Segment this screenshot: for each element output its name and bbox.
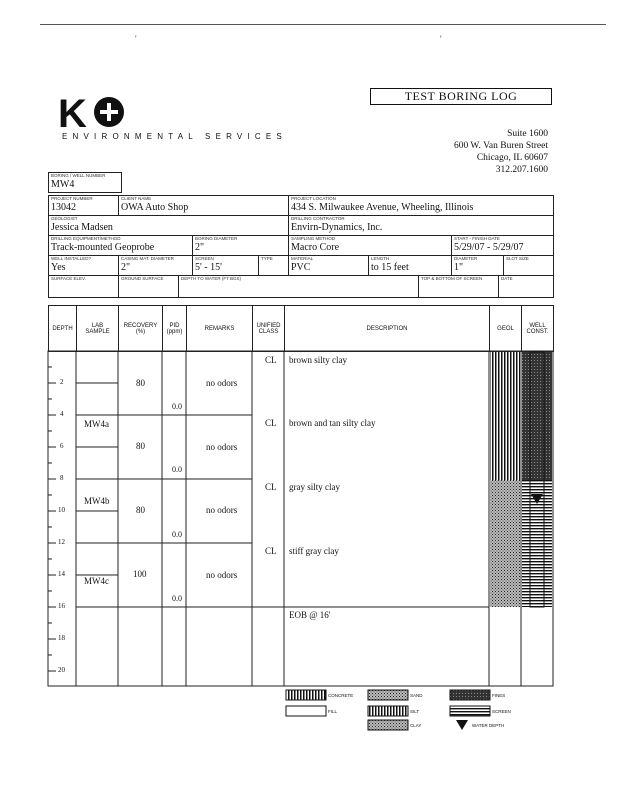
legend-label: FINES	[492, 693, 506, 698]
geol-clay-upper	[490, 352, 520, 480]
well-seal	[522, 352, 552, 432]
pid-value: 0.0	[172, 530, 182, 539]
slot-size-field: SLOT SIZE	[504, 256, 554, 276]
lab-sample-value: MW4b	[84, 496, 110, 506]
casing-diameter-field: CASING MAT. DIAMETER 2"	[119, 256, 193, 276]
depth-tick-label: 10	[58, 506, 65, 514]
legend	[286, 690, 490, 730]
legend-label: SCREEN	[492, 709, 511, 714]
sampling-method-field: SAMPLING METHOD Macro Core	[289, 236, 452, 256]
unified-class-value: CL	[265, 546, 277, 556]
address-line: Chicago, IL 60607	[476, 153, 548, 163]
surface-elev-field: SURFACE ELEV.	[49, 276, 119, 298]
depth-tick-label: 14	[58, 570, 65, 578]
description-value: brown silty clay	[289, 355, 347, 365]
col-depth-header: DEPTH	[49, 306, 77, 352]
depth-tick-label: 4	[60, 410, 64, 418]
depth-tick-label: 12	[58, 538, 65, 546]
pid-value: 0.0	[172, 465, 182, 474]
depth-tick-label: 20	[58, 666, 65, 674]
depth-tick-label: 8	[60, 474, 64, 482]
drilling-contractor-field: DRILLING CONTRACTOR Envirn-Dynamics, Inc.	[289, 216, 554, 236]
col-unified-class-header: UNIFIED CLASS	[253, 306, 285, 352]
description-value: gray silty clay	[289, 482, 340, 492]
remarks-value: no odors	[206, 570, 238, 580]
legend-water-icon	[456, 720, 468, 730]
col-pid-header: PID (ppm)	[163, 306, 187, 352]
well-sand-upper	[522, 432, 552, 480]
company-tagline: ENVIRONMENTAL SERVICES	[62, 132, 287, 141]
type-field: TYPE	[259, 256, 289, 276]
diameter-field: DIAMETER 1"	[452, 256, 504, 276]
unified-class-value: CL	[265, 355, 277, 365]
depth-tick-label: 2	[60, 378, 64, 386]
col-well-const-header: WELL CONST.	[522, 306, 554, 352]
col-recovery-header: RECOVERY (%)	[119, 306, 163, 352]
screen-field: SCREEN 5' - 15'	[193, 256, 259, 276]
legend-label: SILT	[410, 709, 420, 714]
legend-label: CLAY	[410, 723, 422, 728]
legend-label: SAND	[410, 693, 423, 698]
pid-value: 0.0	[172, 402, 182, 411]
col-description-header: DESCRIPTION	[285, 306, 490, 352]
recovery-value: 80	[136, 505, 145, 515]
description-value: stiff gray clay	[289, 546, 339, 556]
remarks-value: no odors	[206, 505, 238, 515]
client-field: CLIENT NAME OWA Auto Shop	[119, 196, 289, 216]
boring-number-field: BORING / WELL NUMBER MW4	[49, 173, 122, 193]
ground-surface-field: GROUND SURFACE	[119, 276, 179, 298]
material-field: MATERIAL PVC	[289, 256, 369, 276]
description-value: brown and tan silty clay	[289, 418, 376, 428]
end-of-boring-note: EOB @ 16'	[289, 610, 331, 620]
depth-tick-label: 6	[60, 442, 64, 450]
document-title: TEST BORING LOG	[370, 88, 552, 105]
address-line: 600 W. Van Buren Street	[453, 141, 548, 151]
geologist-field: GEOLOGIST Jessica Madsen	[49, 216, 289, 236]
legend-label: CONCRETE	[328, 693, 354, 698]
recovery-value: 80	[136, 378, 145, 388]
company-logo-letter: K	[58, 92, 86, 136]
col-geol-header: GEOL	[490, 306, 522, 352]
date-field: DATE	[499, 276, 554, 298]
recovery-value: 80	[136, 441, 145, 451]
remarks-value: no odors	[206, 378, 238, 388]
recovery-value: 100	[133, 569, 147, 579]
address-line: Suite 1600	[507, 129, 548, 139]
geol-clay-lower	[490, 480, 520, 607]
drilling-equipment-field: DRILLING EQUIPMENT/METHOD Track-mounted Geoprobe	[49, 236, 193, 256]
scan-speck: '	[440, 34, 442, 44]
top-bottom-screen-field: TOP & BOTTOM OF SCREEN	[419, 276, 499, 298]
depth-to-water-field: DEPTH TO WATER (FT BGS)	[179, 276, 419, 298]
boring-diameter-field: BORING DIAMETER 2"	[193, 236, 289, 256]
depth-tick-label: 16	[58, 602, 65, 610]
legend-label: WATER DEPTH	[472, 723, 505, 728]
well-installed-field: WELL INSTALLED? Yes	[49, 256, 119, 276]
lab-sample-value: MW4c	[84, 576, 109, 586]
project-number-field: PROJECT NUMBER 13042	[49, 196, 119, 216]
remarks-value: no odors	[206, 442, 238, 452]
pid-value: 0.0	[172, 594, 182, 603]
lab-sample-value: MW4a	[84, 419, 109, 429]
unified-class-value: CL	[265, 418, 277, 428]
col-remarks-header: REMARKS	[187, 306, 253, 352]
start-finish-date-field: START - FINISH DATE 5/29/07 - 5/29/07	[452, 236, 554, 256]
legend-label: FILL	[328, 709, 338, 714]
address-line: 312.207.1600	[495, 165, 548, 175]
scan-speck: '	[135, 34, 137, 44]
unified-class-value: CL	[265, 482, 277, 492]
col-lab-sample-header: LAB SAMPLE	[77, 306, 119, 352]
project-location-field: PROJECT LOCATION 434 S. Milwaukee Avenue, Wheeling, Illinois	[289, 196, 554, 216]
length-field: LENGTH to 15 feet	[369, 256, 452, 276]
depth-tick-label: 18	[58, 634, 65, 642]
